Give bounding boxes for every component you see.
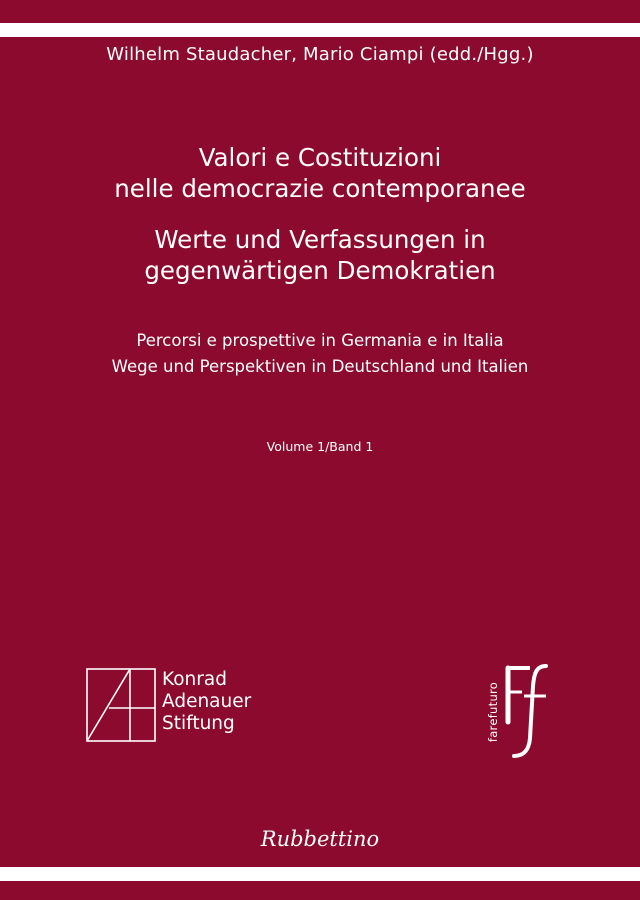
volume-label: Volume 1/Band 1 xyxy=(266,439,374,454)
konrad-adenauer-stiftung-logo xyxy=(86,668,251,746)
bottom-white-band xyxy=(0,867,640,881)
title-german xyxy=(0,224,640,286)
title-italian xyxy=(0,142,640,204)
kas-line-3: Stiftung xyxy=(162,713,235,734)
kas-line-2: Adenauer xyxy=(162,691,252,712)
konrad-adenauer-stiftung-logo-icon xyxy=(86,668,156,742)
kas-line-1: Konrad xyxy=(162,669,227,690)
publisher-name: Rubbettino xyxy=(260,827,380,851)
subtitle xyxy=(0,328,640,380)
editors-line: Wilhelm Staudacher, Mario Ciampi (edd./Hgg.) xyxy=(106,44,534,65)
title-german-line-1: Werte und Verfassungen in xyxy=(154,225,486,254)
kas-wordmark xyxy=(162,669,251,735)
farefuturo-text: farefuturo xyxy=(486,681,500,743)
farefuturo-ff-logo-icon xyxy=(500,664,560,760)
farefuturo-wordmark xyxy=(486,666,500,758)
title-german-line-2: gegenwärtigen Demokratien xyxy=(144,256,496,285)
title-italian-line-2: nelle democrazie contemporanee xyxy=(114,174,526,203)
subtitle-italian: Percorsi e prospettive in Germania e in Italia xyxy=(136,331,504,350)
top-white-band xyxy=(0,23,640,37)
title-italian-line-1: Valori e Costituzioni xyxy=(198,143,442,172)
subtitle-german: Wege und Perspektiven in Deutschland und Italien xyxy=(111,357,529,376)
